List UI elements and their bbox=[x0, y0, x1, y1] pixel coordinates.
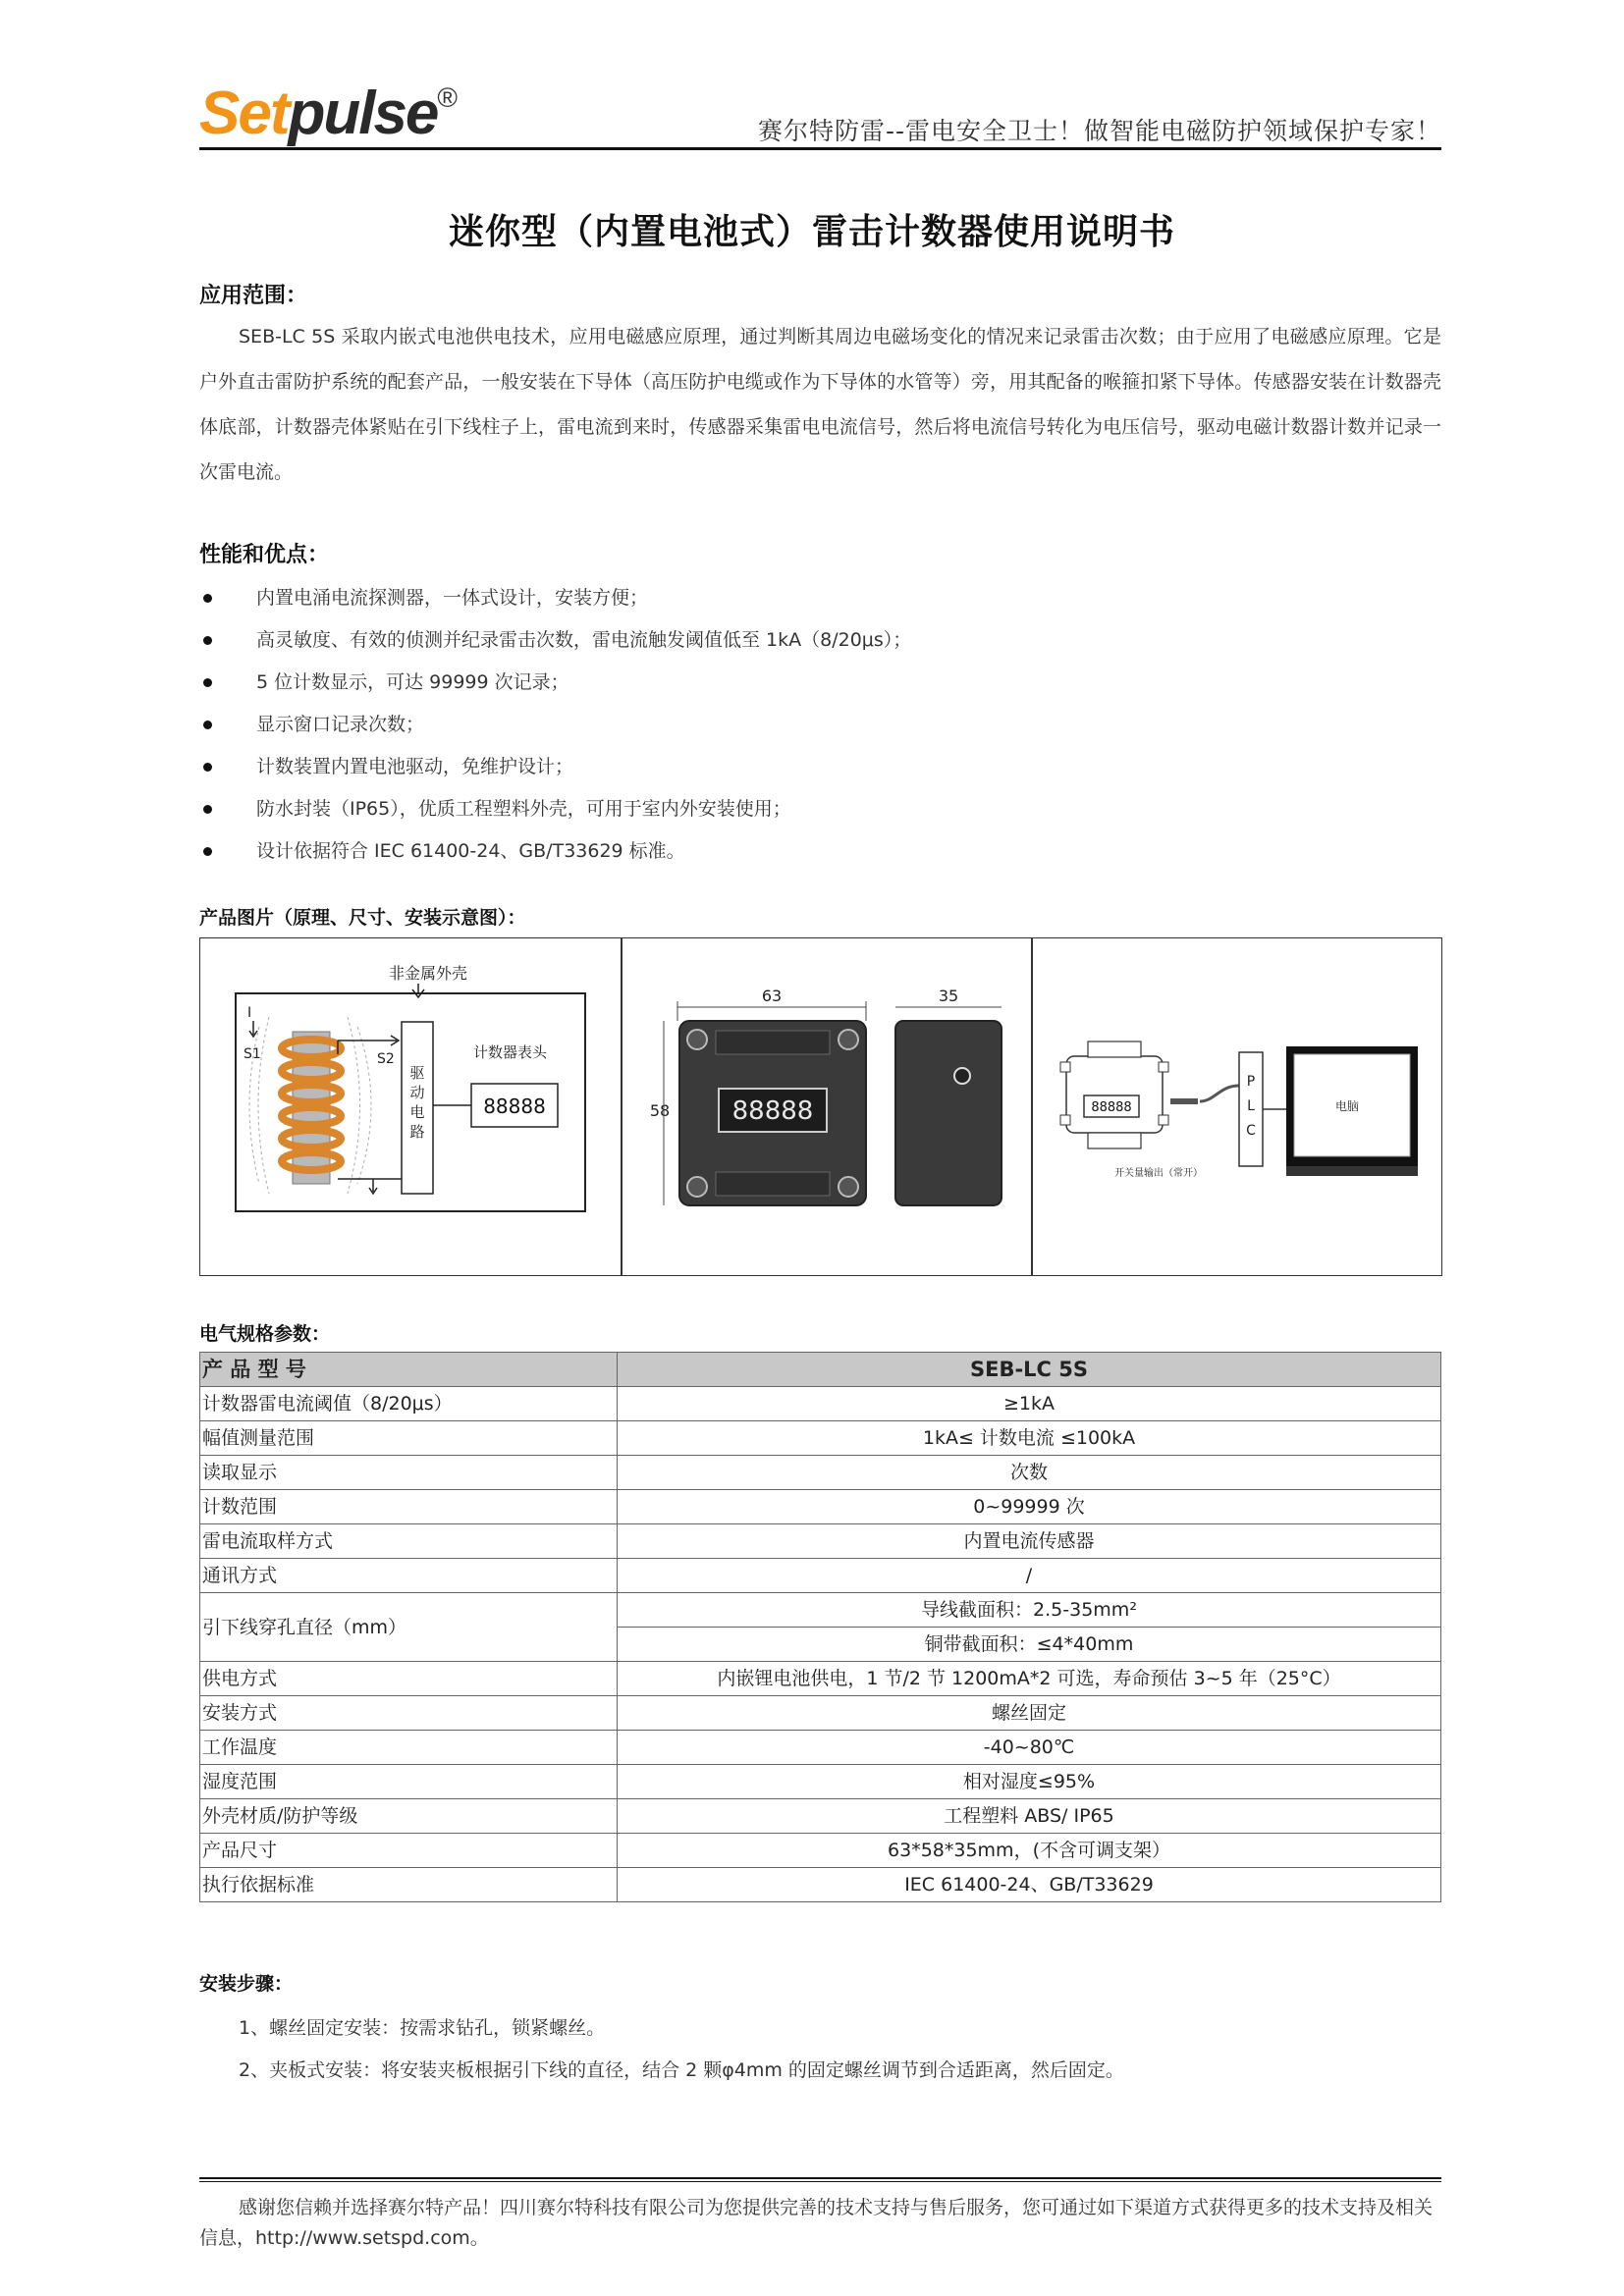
feature-item: 显示窗口记录次数； bbox=[199, 704, 1441, 746]
plc-char: C bbox=[1246, 1123, 1256, 1139]
header-divider bbox=[199, 147, 1441, 150]
depth-dimension: 35 bbox=[938, 987, 959, 1005]
table-header-row bbox=[200, 1353, 1441, 1387]
width-dimension: 63 bbox=[761, 987, 783, 1005]
bullet-icon bbox=[203, 805, 212, 814]
application-text bbox=[199, 314, 1441, 495]
pc-label: 电脑 bbox=[1334, 1099, 1360, 1113]
table-row: 铜带截面积：≤4*40mm bbox=[200, 1628, 1441, 1662]
install-diagram bbox=[1033, 938, 1441, 1275]
feature-item: 高灵敏度、有效的侦测并纪录雷击次数，雷电流触发阈值低至 1kA（8/20μs）； bbox=[199, 619, 1441, 662]
drive-char: 电 bbox=[409, 1103, 425, 1121]
application-heading: 应用范围： bbox=[199, 284, 308, 308]
plc-char: L bbox=[1247, 1098, 1255, 1114]
feature-item: 防水封装（IP65），优质工程塑料外壳，可用于室内外安装使用； bbox=[199, 788, 1441, 830]
spec-table bbox=[199, 1352, 1441, 1902]
install-step: 2、夹板式安装：将安装夹板根据引下线的直径，结合 2 颗φ4mm 的固定螺丝调节到合适距离，然后固定。 bbox=[239, 2059, 1124, 2081]
drive-char: 路 bbox=[409, 1123, 425, 1141]
application-paragraph: SEB-LC 5S 采取内嵌式电池供电技术，应用电磁感应原理，通过判断其周边电磁场变化的情况来记录雷击次数；由于应用了电磁感应原理。它是户外直击雷防护系统的配套产品，一般安装在下导体（高压防护电缆或作为下导体的水管等）旁，用其配备的喉箍扣紧下导体。传感器安装在计数器壳体底部，计数器壳体紧贴在引下线柱子上，雷电流到来时，传感器采集雷电电流信号，然后将电流信号转化为电压信号，驱动电磁计数器计数并记录一次雷电流。 bbox=[199, 326, 1441, 483]
dimension-display: 88888 bbox=[731, 1096, 814, 1126]
drive-char: 动 bbox=[409, 1084, 425, 1101]
model-value: SEB-LC 5S bbox=[618, 1353, 1441, 1387]
brand-logo bbox=[199, 79, 456, 148]
features-heading: 性能和优点： bbox=[199, 543, 330, 567]
feature-item: 设计依据符合 IEC 61400-24、GB/T33629 标准。 bbox=[199, 830, 1441, 873]
header-slogan: 赛尔特防雷--雷电安全卫士！做智能电磁防护领域保护专家！ bbox=[757, 117, 1441, 145]
footer-text: 感谢您信赖并选择赛尔特产品！四川赛尔特科技有限公司为您提供完善的技术支持与售后服务，您可通过如下渠道方式获得更多的技术支持及相关信息，http://www.setspd.com。 bbox=[199, 2197, 1434, 2249]
s2-label: S2 bbox=[377, 1051, 395, 1067]
feature-item: 5 位计数显示，可达 99999 次记录； bbox=[199, 662, 1441, 704]
table-row: 供电方式 内嵌锂电池供电，1 节/2 节 1200mA*2 可选，寿命预估 3~5 年（25°C） bbox=[200, 1662, 1441, 1696]
table-row: 计数范围 0~99999 次 bbox=[200, 1490, 1441, 1524]
plc-char: P bbox=[1246, 1074, 1256, 1090]
height-dimension: 58 bbox=[649, 1101, 671, 1120]
features-list bbox=[199, 577, 1441, 873]
table-row: 执行依据标准 IEC 61400-24、GB/T33629 bbox=[200, 1868, 1441, 1902]
document-title: 迷你型（内置电池式）雷击计数器使用说明书 bbox=[448, 212, 1175, 252]
spec-heading: 电气规格参数： bbox=[199, 1323, 331, 1345]
table-row: 幅值测量范围 1kA≤ 计数电流 ≤100kA bbox=[200, 1421, 1441, 1456]
table-row: 外壳材质/防护等级 工程塑料 ABS/ IP65 bbox=[200, 1799, 1441, 1834]
bullet-icon bbox=[203, 636, 212, 645]
feature-item: 内置电涌电流探测器，一体式设计，安装方便； bbox=[199, 577, 1441, 619]
table-row: 通讯方式 / bbox=[200, 1559, 1441, 1593]
drive-char: 驱 bbox=[409, 1064, 425, 1082]
table-row: 雷电流取样方式 内置电流传感器 bbox=[200, 1524, 1441, 1559]
product-figures bbox=[199, 937, 1442, 1276]
model-label: 产 品 型 号 bbox=[200, 1353, 618, 1387]
bullet-icon bbox=[203, 721, 212, 729]
dimension-drawing bbox=[623, 938, 1031, 1275]
logo-text-orange: Set bbox=[199, 80, 289, 147]
bullet-icon bbox=[203, 594, 212, 603]
s1-label: S1 bbox=[244, 1046, 261, 1062]
table-row: 湿度范围 相对湿度≤95% bbox=[200, 1765, 1441, 1799]
bullet-icon bbox=[203, 847, 212, 856]
table-row: 读取显示 次数 bbox=[200, 1456, 1441, 1490]
install-step: 1、螺丝固定安装：按需求钻孔，锁紧螺丝。 bbox=[239, 2017, 606, 2039]
footer-divider bbox=[199, 2177, 1441, 2179]
table-row: 计数器雷电流阈值（8/20μs） ≥1kA bbox=[200, 1387, 1441, 1421]
table-row: 引下线穿孔直径（mm） 导线截面积：2.5-35mm² bbox=[200, 1593, 1441, 1628]
bullet-icon bbox=[203, 678, 212, 687]
principle-diagram bbox=[200, 938, 621, 1275]
housing-label: 非金属外壳 bbox=[389, 964, 468, 983]
install-display: 88888 bbox=[1091, 1100, 1132, 1115]
registered-mark: ® bbox=[437, 82, 457, 113]
switch-output-label: 开关量输出（常开） bbox=[1114, 1168, 1203, 1179]
counter-display: 88888 bbox=[483, 1095, 546, 1118]
figures-heading: 产品图片（原理、尺寸、安装示意图）： bbox=[199, 907, 526, 929]
logo-text-dark: pulse bbox=[288, 80, 438, 147]
footer-divider-thin bbox=[199, 2181, 1441, 2182]
table-row: 工作温度 -40~80℃ bbox=[200, 1731, 1441, 1765]
counter-head-label: 计数器表头 bbox=[473, 1043, 548, 1061]
table-row: 产品尺寸 63*58*35mm，(不含可调支架） bbox=[200, 1834, 1441, 1868]
current-label: I bbox=[247, 1005, 252, 1021]
bullet-icon bbox=[203, 763, 212, 772]
install-heading: 安装步骤： bbox=[199, 1973, 294, 1995]
table-row: 安装方式 螺丝固定 bbox=[200, 1696, 1441, 1731]
feature-item: 计数装置内置电池驱动，免维护设计； bbox=[199, 746, 1441, 788]
